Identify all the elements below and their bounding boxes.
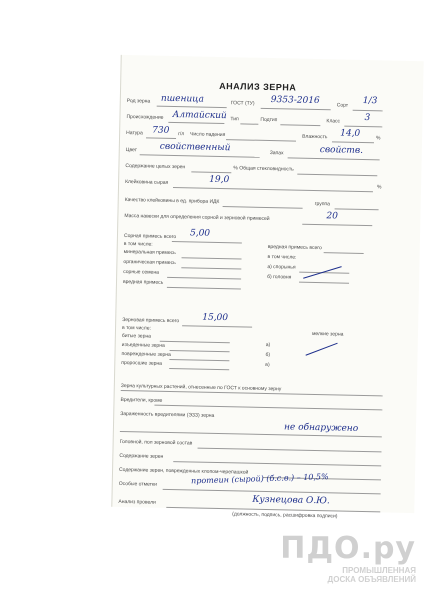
color-line	[140, 154, 260, 158]
harmful-total-label: вредная примесь всего	[267, 243, 322, 252]
gluten-group-line	[335, 208, 379, 210]
harmful-label: вредная примесь	[122, 278, 164, 286]
dash-stroke	[306, 343, 338, 356]
moisture-percent: %	[376, 135, 381, 142]
grain-impurity-value: 15,00	[202, 312, 229, 324]
gluten-quality-label: Качество клейковины в ед. прибора ИДК	[124, 196, 220, 205]
grain-analysis-form	[111, 55, 423, 520]
smut-grains-label: Содержание зерен, поврежденных клопом-черепашкой	[119, 466, 249, 476]
gmo-line	[198, 448, 382, 453]
class-label: Класс	[326, 118, 341, 125]
weed-seeds-label: сорные семена	[123, 268, 159, 276]
pests-label: Вредители, кроме	[120, 396, 163, 404]
weed-seeds-line	[167, 277, 241, 280]
grain-b-label: б)	[265, 351, 271, 359]
mineral-line	[182, 257, 242, 259]
small-grains-label: мелкие зерна	[311, 330, 344, 338]
infection-value: не обнаружено	[283, 422, 359, 434]
notes-line	[163, 489, 381, 495]
origin-label: Происхождение	[126, 114, 164, 121]
grain-impurity-label: Зерновая примесь всего	[122, 316, 180, 325]
moisture-value: 14,0	[340, 128, 361, 139]
nature-value: 730	[152, 125, 170, 136]
sample-mass-line	[302, 224, 372, 226]
gluten-quality-line	[223, 206, 303, 209]
gluten-percent: %	[376, 184, 382, 191]
glassiness-label: % Общая стекловидность	[233, 165, 294, 173]
grade-line	[353, 110, 383, 112]
gost-label: ГОСТ (ТУ)	[230, 100, 255, 107]
analyst-value: Кузнецова О.Ю.	[252, 494, 330, 507]
notes-value: протеин (сырой) (б.с.в.) – 10,5%	[190, 472, 329, 486]
origin-line	[168, 122, 224, 124]
crop-line	[157, 106, 227, 108]
gost-value: 9353-2016	[270, 95, 320, 107]
moisture-line	[332, 141, 374, 143]
trash-value: 5,00	[189, 228, 211, 239]
grain-a-label: а)	[265, 341, 271, 349]
class-line	[344, 126, 382, 128]
color-label: Цвет	[125, 147, 138, 154]
analyst-label: Анализ провели	[118, 498, 156, 506]
type-line	[240, 123, 258, 124]
pests-line	[154, 405, 382, 411]
grain-in-that: в том числе:	[121, 324, 151, 332]
nature-label: Натура	[126, 130, 143, 137]
form-title: АНАЛИЗ ЗЕРНА	[219, 80, 297, 93]
class-value: 3	[364, 112, 371, 124]
watermark-sub1: ПРОМЫШЛЕННАЯ	[342, 566, 416, 575]
gost-line	[261, 108, 331, 110]
grade-label: Сорт	[336, 102, 349, 109]
origin-value: Алтайский	[172, 109, 227, 122]
nature-unit: г/л	[178, 131, 185, 138]
harmful-total-line	[324, 252, 364, 254]
signature-caption: (должность, подпись, расшифровка подписи)	[232, 511, 338, 520]
sample-mass-label: Масса навески для определения сорной и зерновой примесей	[124, 212, 270, 223]
subtype-label: Подтип	[260, 116, 278, 124]
eaten-line	[170, 350, 230, 352]
organic-label: органическая примесь	[123, 258, 176, 267]
moisture-label: Влажность	[302, 133, 328, 141]
watermark-sub2: ДОСКА ОБЪЯВЛЕНИЙ	[327, 575, 416, 584]
eaten-label: изъеденные зерна	[121, 341, 165, 349]
falling-number-label: Число падения	[190, 131, 226, 139]
whole-grain-line	[191, 171, 231, 173]
whole-grain-label: Содержание целых зерен	[125, 162, 186, 171]
infection-label: Зараженность вредителями (ЭЗЗ) зерна	[120, 410, 215, 419]
damaged-line	[169, 359, 229, 361]
smut-line	[299, 282, 349, 284]
grain-content-label: Содержание зерен	[119, 452, 164, 460]
crop-label: Род зерна	[126, 98, 151, 105]
broken-label: битые зерна	[121, 332, 151, 340]
nature-line	[146, 137, 176, 139]
gluten-value: 19,0	[209, 174, 230, 186]
gluten-line	[173, 187, 373, 192]
smell-value: свойств.	[319, 145, 364, 156]
smut-label: б) головня	[267, 273, 292, 281]
watermark-main: ПДО.ру	[280, 531, 416, 566]
grade-value: 1/3	[362, 95, 378, 107]
sample-mass-value: 20	[326, 211, 338, 222]
subtype-line	[280, 124, 320, 126]
grain-v-label: в)	[265, 361, 270, 369]
smell-label: Запах	[269, 150, 284, 157]
other-crops-label: Зерна культурных растений, отнесенные по ГОСТ к основному зерну	[120, 382, 282, 393]
falling-number-line	[226, 139, 296, 141]
notes-label: Особые отметки	[118, 480, 157, 488]
glassiness-line	[297, 174, 377, 177]
broken-line	[160, 341, 230, 343]
smell-line	[288, 157, 380, 160]
mineral-label: минеральная примесь	[123, 248, 176, 257]
crop-value: пшеница	[160, 93, 204, 105]
damaged-label: поврежденные зерна	[121, 350, 171, 358]
gmo-label: Головной, пол зерновой состав	[119, 438, 193, 447]
trash-label: Сорная примесь всего	[123, 232, 177, 241]
gluten-label: Клейковина сырая	[125, 178, 169, 186]
grain-content-line	[173, 461, 381, 466]
type-label: Тип	[230, 116, 239, 123]
trash-line	[172, 241, 242, 243]
trash-in-that: в том числе:	[123, 240, 153, 248]
color-value: свойственный	[159, 141, 231, 154]
sprouted-label: проросшие зерна	[121, 359, 163, 367]
organic-line	[181, 267, 241, 269]
harmful-line	[167, 287, 241, 290]
site-watermark	[280, 531, 416, 584]
sprouted-line	[169, 368, 229, 370]
ergot-label: а) спорынья	[267, 263, 296, 271]
grain-impurity-line	[182, 325, 252, 327]
harmful-in-that: в том числе:	[267, 253, 297, 261]
gluten-group-label: группа	[314, 200, 330, 208]
